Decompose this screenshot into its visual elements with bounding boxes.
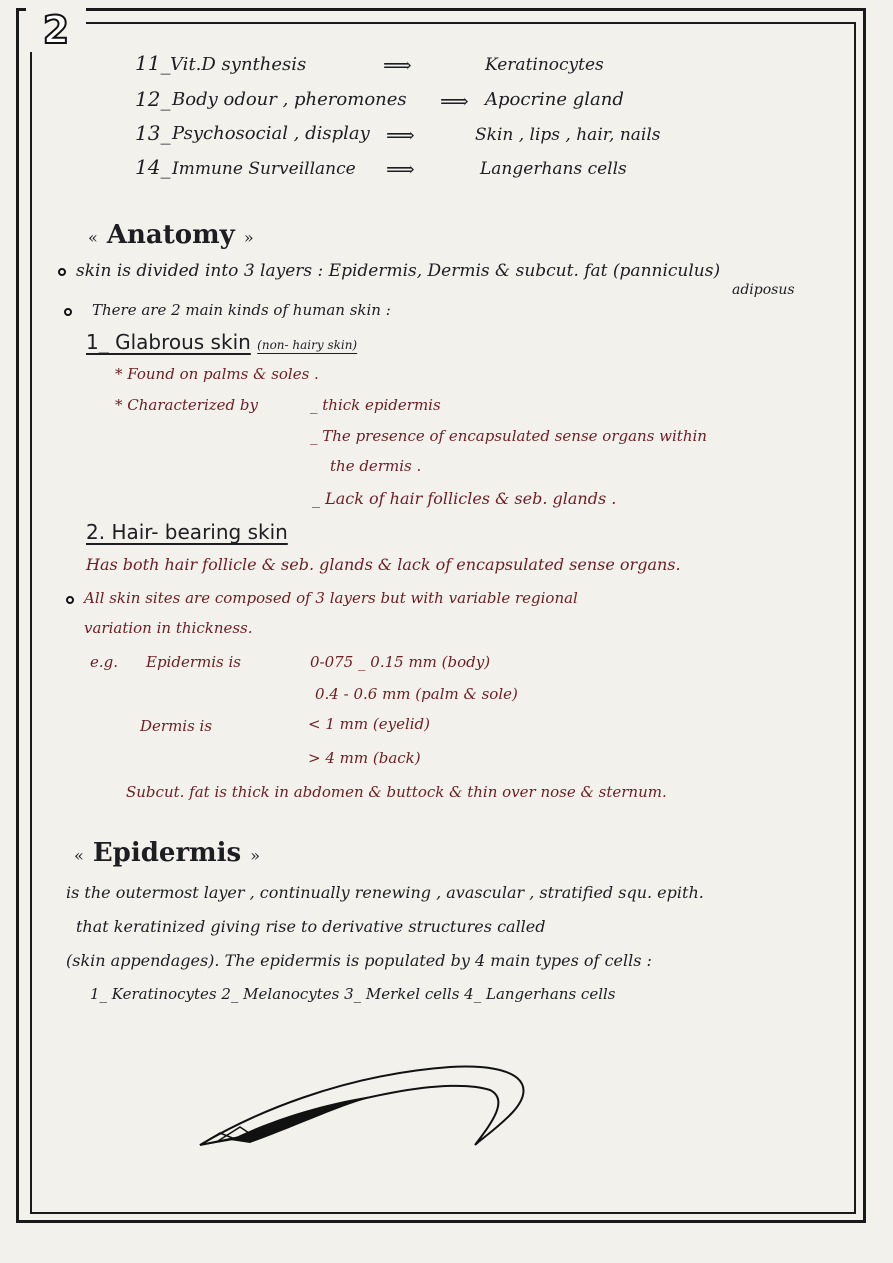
anatomy-point-variation-cont: variation in thickness. [84, 619, 253, 637]
function-label: Body odour , pheromones [172, 89, 407, 110]
glabrous-char-item: _ Lack of hair follicles & seb. glands . [312, 489, 617, 508]
anatomy-point-layers: skin is divided into 3 layers : Epidermis, Dermis & subcut. fat (panniculus) [76, 261, 721, 281]
bullet-icon [64, 308, 72, 316]
glabrous-heading [86, 330, 357, 354]
quote-close: » [243, 228, 254, 247]
quote-open: « [74, 846, 84, 865]
anatomy-title: Anatomy [106, 220, 235, 250]
epidermis-cells: 1_ Keratinocytes 2_ Melanocytes 3_ Merkel cells 4_ Langerhans cells [90, 985, 616, 1003]
hairbearing-title: 2. Hair- bearing skin [86, 520, 288, 544]
epidermis-title: Epidermis [92, 838, 242, 868]
glabrous-title: 1_ Glabrous skin [86, 330, 251, 354]
glabrous-note: (non- hairy skin) [257, 338, 358, 352]
function-label: Vit.D synthesis [170, 54, 307, 75]
dermis-value: > 4 mm (back) [308, 749, 421, 767]
glabrous-char-item: _ The presence of encapsulated sense organs within [310, 427, 707, 445]
epidermis-text: is the outermost layer , continually renewing , avascular , stratified squ. epith. [66, 883, 704, 902]
anatomy-point-variation: All skin sites are composed of 3 layers but with variable regional [84, 589, 578, 607]
arrow-icon: ⟹ [440, 89, 469, 113]
anatomy-heading [88, 220, 254, 250]
arrow-icon: ⟹ [386, 157, 415, 181]
quote-close: » [250, 846, 261, 865]
glabrous-found: * Found on palms & soles . [115, 365, 319, 383]
glabrous-char-label: * Characterized by [115, 396, 258, 414]
function-number: 12_ [135, 87, 171, 111]
bullet-icon [58, 268, 66, 276]
inner-border [30, 22, 856, 1214]
function-label: Immune Surveillance [172, 159, 356, 179]
anatomy-point-kinds: There are 2 main kinds of human skin : [92, 301, 391, 319]
subcut-note: Subcut. fat is thick in abdomen & buttock & thin over nose & sternum. [126, 783, 667, 801]
function-result: Langerhans cells [480, 159, 627, 179]
epidermis-text: that keratinized giving rise to derivative structures called [76, 917, 546, 936]
function-result: Apocrine gland [485, 89, 624, 110]
dermis-label: Dermis is [140, 717, 213, 735]
hairbearing-heading [86, 520, 288, 544]
quill-doodle-icon [190, 1055, 550, 1155]
page-number: 2 [26, 8, 86, 52]
function-number: 14_ [135, 155, 171, 179]
function-result: Keratinocytes [485, 55, 604, 75]
dermis-value: < 1 mm (eyelid) [308, 715, 430, 733]
function-result: Skin , lips , hair, nails [475, 125, 661, 145]
arrow-icon: ⟹ [386, 123, 415, 147]
eg-label: e.g. [90, 653, 119, 671]
epidermis-value: 0-075 _ 0.15 mm (body) [310, 653, 491, 671]
function-number: 13_ [135, 121, 171, 145]
arrow-icon: ⟹ [383, 53, 412, 77]
anatomy-point-layers-cont: adiposus [732, 282, 795, 298]
epidermis-heading [74, 838, 260, 868]
function-label: Psychosocial , display [172, 123, 370, 144]
epidermis-text: (skin appendages). The epidermis is populated by 4 main types of cells : [66, 951, 652, 970]
epidermis-value: 0.4 - 0.6 mm (palm & sole) [315, 685, 518, 703]
glabrous-char-item: _ thick epidermis [310, 396, 441, 414]
bullet-icon [66, 596, 74, 604]
glabrous-char-item: the dermis . [330, 457, 422, 475]
epidermis-label: Epidermis is [146, 653, 241, 671]
function-number: 11_ [135, 51, 171, 75]
quote-open: « [88, 228, 98, 247]
hairbearing-desc: Has both hair follicle & seb. glands & lack of encapsulated sense organs. [86, 555, 681, 574]
